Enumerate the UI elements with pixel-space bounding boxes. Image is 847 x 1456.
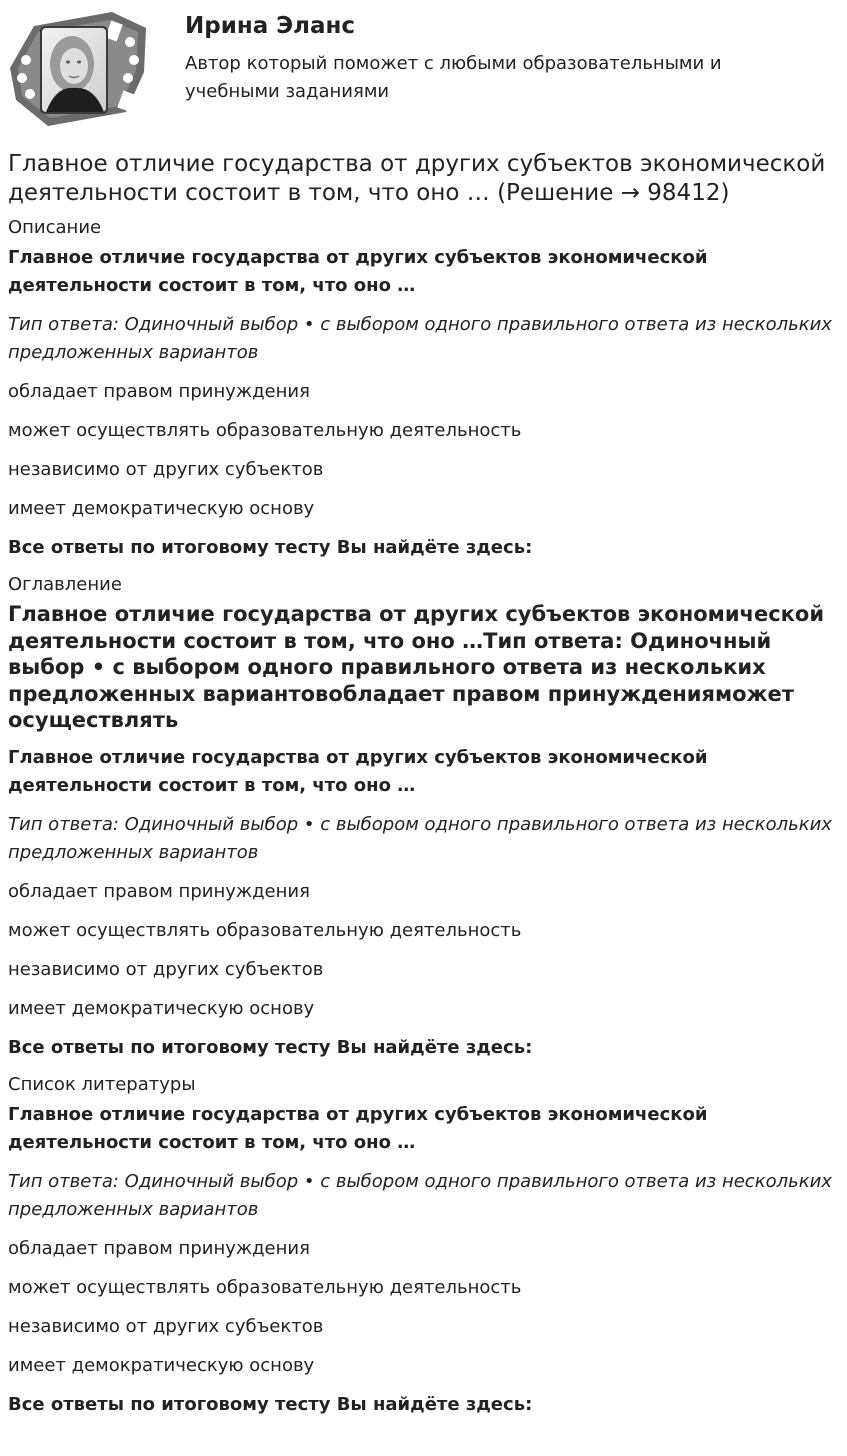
- author-name[interactable]: Ирина Эланс: [185, 13, 356, 39]
- question-text: Главное отличие государства от других субъектов экономической деятельности состоит в том, что оно …: [8, 247, 708, 296]
- answer-option: имеет демократическую основу: [8, 498, 315, 519]
- question-text: Главное отличие государства от других субъектов экономической деятельности состоит в том, что оно …: [8, 1103, 708, 1153]
- answer-option: независимо от других субъектов: [8, 1315, 324, 1337]
- answer-option: может осуществлять образовательную деятельность: [8, 919, 522, 941]
- section-label-toc: Оглавление: [8, 574, 122, 595]
- author-description: Автор который поможет с любыми образовательными и учебными заданиями: [185, 53, 722, 102]
- author-card: [0, 0, 847, 140]
- all-answers-note: Все ответы по итоговому тесту Вы найдёте здесь:: [8, 1393, 533, 1415]
- film-reel-portrait-icon: [8, 8, 150, 128]
- answer-option: обладает правом принуждения: [8, 880, 310, 902]
- all-answers-note: Все ответы по итоговому тесту Вы найдёте здесь:: [8, 537, 533, 558]
- avatar[interactable]: [8, 8, 150, 128]
- question-text: Главное отличие государства от других субъектов экономической деятельности состоит в том, что оно …: [8, 746, 708, 796]
- answer-option: имеет демократическую основу: [8, 1354, 315, 1376]
- answer-option: имеет демократическую основу: [8, 997, 315, 1019]
- all-answers-note: Все ответы по итоговому тесту Вы найдёте здесь:: [8, 1036, 533, 1058]
- answer-type: Тип ответа: Одиночный выбор • с выбором одного правильного ответа из нескольких предложенных вариантов: [8, 1170, 832, 1220]
- answer-option: обладает правом принуждения: [8, 1237, 310, 1259]
- answer-type: Тип ответа: Одиночный выбор • с выбором одного правильного ответа из нескольких предложенных вариантов: [8, 813, 832, 863]
- toc-heading: Главное отличие государства от других субъектов экономической деятельности состоит в том, что оно …Тип ответа: Одиночный выбор • с выбором одного правильного ответа из нескольких предложенных вариантовобладает правом принужденияможет осуществлять: [8, 602, 825, 732]
- answer-option: независимо от других субъектов: [8, 958, 324, 980]
- page-title: Главное отличие государства от других субъектов экономической деятельности состоит в том, что оно … (Решение → 98412): [8, 151, 826, 206]
- answer-type: Тип ответа: Одиночный выбор • с выбором одного правильного ответа из нескольких предложенных вариантов: [8, 314, 832, 363]
- section-label-literature: Список литературы: [8, 1073, 196, 1095]
- main-content: [0, 150, 847, 1419]
- answer-option: независимо от других субъектов: [8, 459, 324, 480]
- section-label-description: Описание: [8, 217, 102, 238]
- answer-option: может осуществлять образовательную деятельность: [8, 1276, 522, 1298]
- answer-option: может осуществлять образовательную деятельность: [8, 420, 522, 441]
- answer-option: обладает правом принуждения: [8, 381, 310, 402]
